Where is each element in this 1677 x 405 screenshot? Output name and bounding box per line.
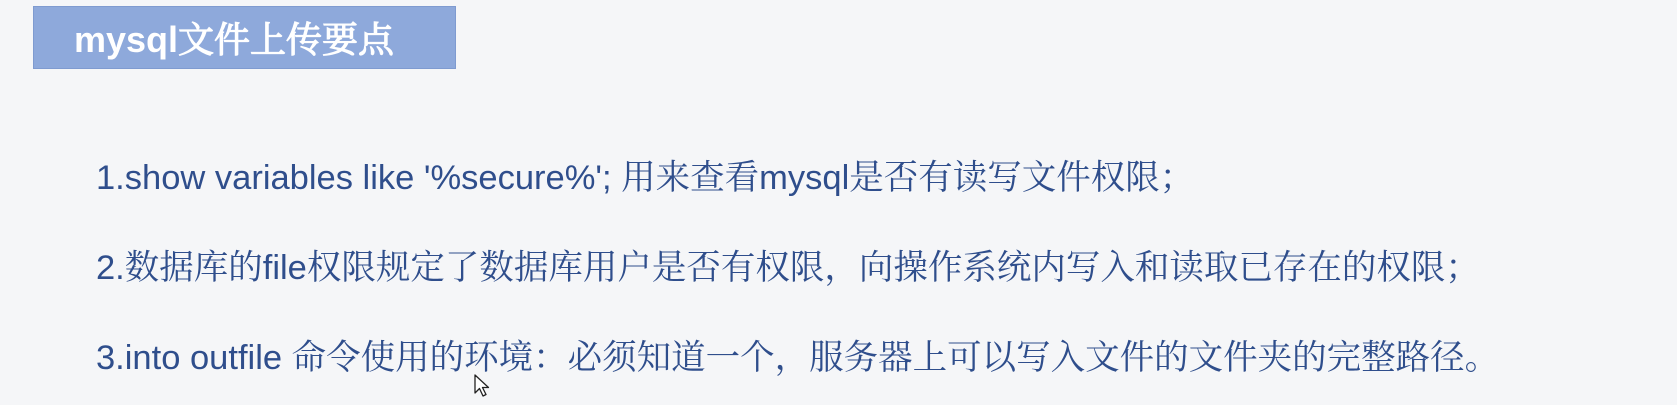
point-item-1: 1.show variables like '%secure%'; 用来查看mysql是否有读写文件权限； bbox=[96, 159, 1195, 197]
point-item-2: 2.数据库的file权限规定了数据库用户是否有权限，向操作系统内写入和读取已存在的权限； bbox=[96, 249, 1480, 287]
point-list bbox=[96, 150, 1666, 405]
title-banner bbox=[33, 6, 456, 69]
mouse-pointer-icon bbox=[474, 374, 492, 398]
point-item-3: 3.into outfile 命令使用的环境：必须知道一个，服务器上可以写入文件的文件夹的完整路径。 bbox=[96, 339, 1500, 377]
slide-title: mysql文件上传要点 bbox=[74, 19, 395, 60]
